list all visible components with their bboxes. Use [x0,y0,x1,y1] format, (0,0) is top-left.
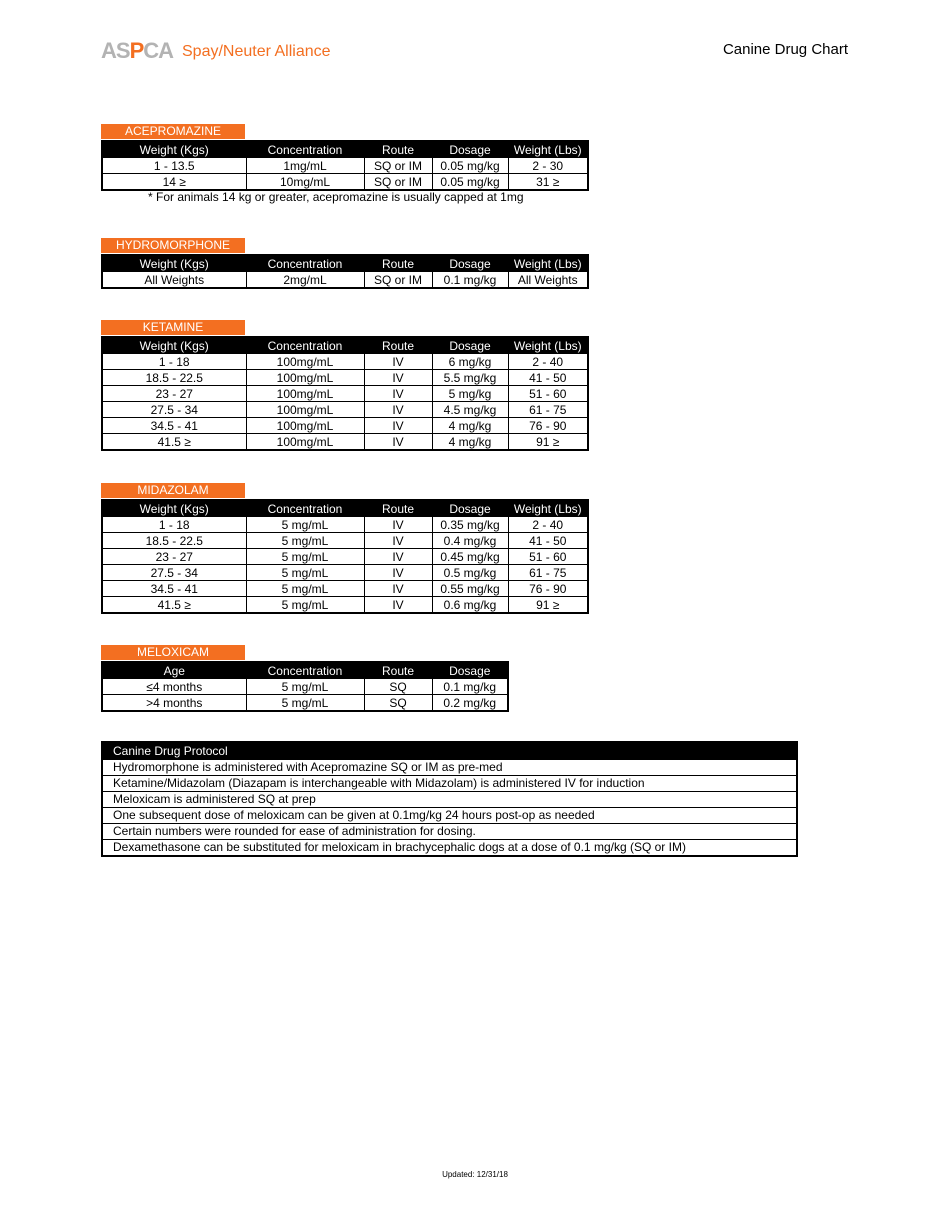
table-cell: 0.6 mg/kg [432,597,508,614]
protocol-item: One subsequent dose of meloxicam can be given at 0.1mg/kg 24 hours post-op as needed [103,807,796,823]
table-cell: 1 - 18 [102,517,246,533]
column-header: Age [102,662,246,679]
table-cell: 4 mg/kg [432,418,508,434]
table-row [102,533,588,549]
table-row [102,272,588,289]
table-cell: 18.5 - 22.5 [102,533,246,549]
protocol-item: Dexamethasone can be substituted for meloxicam in brachycephalic dogs at a dose of 0.1 mg/kg (SQ or IM) [103,839,796,855]
table-cell: 0.1 mg/kg [432,679,508,695]
column-header: Concentration [246,662,364,679]
column-header: Concentration [246,255,364,272]
table-cell: 5.5 mg/kg [432,370,508,386]
table-cell: 41.5 ≥ [102,434,246,451]
table-row [102,354,588,370]
table-cell: IV [364,434,432,451]
table-cell: 0.45 mg/kg [432,549,508,565]
table-row [102,679,508,695]
table-cell: IV [364,533,432,549]
protocol-item: Hydromorphone is administered with Acepromazine SQ or IM as pre-med [103,759,796,775]
table-cell: 51 - 60 [508,386,588,402]
table-row [102,418,588,434]
table-cell: SQ [364,695,432,712]
table-cell: IV [364,370,432,386]
table-cell: 5 mg/mL [246,533,364,549]
updated-date: Updated: 12/31/18 [442,1170,508,1179]
column-header: Route [364,255,432,272]
table-cell: 14 ≥ [102,174,246,191]
column-header: Dosage [432,500,508,517]
table-cell: SQ or IM [364,174,432,191]
table-cell: 0.5 mg/kg [432,565,508,581]
table-cell: IV [364,418,432,434]
section-title: MELOXICAM [101,645,245,660]
table-cell: 0.1 mg/kg [432,272,508,289]
table-header-row [102,141,588,158]
table-cell: All Weights [508,272,588,289]
hydromorphone-section [101,236,589,289]
table-cell: 51 - 60 [508,549,588,565]
protocol-item: Meloxicam is administered SQ at prep [103,791,796,807]
table-cell: 0.55 mg/kg [432,581,508,597]
table-row [102,386,588,402]
table-cell: 5 mg/mL [246,597,364,614]
column-header: Weight (Lbs) [508,500,588,517]
table-cell: IV [364,354,432,370]
table-cell: 0.4 mg/kg [432,533,508,549]
logo-alliance-text: Spay/Neuter Alliance [182,43,331,60]
column-header: Concentration [246,141,364,158]
table-cell: 91 ≥ [508,434,588,451]
column-header: Dosage [432,255,508,272]
drug-table [101,254,589,289]
table-row [102,402,588,418]
table-cell: SQ or IM [364,272,432,289]
section-title: KETAMINE [101,320,245,335]
acepromazine-section [101,122,589,191]
meloxicam-section [101,643,509,712]
table-cell: IV [364,597,432,614]
table-cell: 2 - 30 [508,158,588,174]
column-header: Route [364,662,432,679]
table-cell: 61 - 75 [508,402,588,418]
table-cell: 5 mg/mL [246,565,364,581]
table-cell: 6 mg/kg [432,354,508,370]
table-cell: IV [364,565,432,581]
table-cell: 1 - 13.5 [102,158,246,174]
table-cell: SQ [364,679,432,695]
acepromazine-note: * For animals 14 kg or greater, acepromazine is usually capped at 1mg [148,190,524,204]
table-cell: 2mg/mL [246,272,364,289]
table-cell: 0.05 mg/kg [432,158,508,174]
column-header: Weight (Lbs) [508,141,588,158]
table-cell: 1 - 18 [102,354,246,370]
table-cell: 100mg/mL [246,370,364,386]
table-row [102,174,588,191]
table-cell: 41 - 50 [508,370,588,386]
protocol-item: Certain numbers were rounded for ease of administration for dosing. [103,823,796,839]
table-cell: 0.35 mg/kg [432,517,508,533]
canine-drug-protocol [101,741,798,857]
column-header: Route [364,500,432,517]
table-cell: 76 - 90 [508,581,588,597]
table-cell: 34.5 - 41 [102,418,246,434]
table-cell: 61 - 75 [508,565,588,581]
column-header: Route [364,141,432,158]
column-header: Weight (Kgs) [102,141,246,158]
table-cell: 100mg/mL [246,386,364,402]
table-header-row [102,337,588,354]
table-cell: All Weights [102,272,246,289]
column-header: Weight (Kgs) [102,500,246,517]
table-cell: 18.5 - 22.5 [102,370,246,386]
table-cell: 31 ≥ [508,174,588,191]
section-title: MIDAZOLAM [101,483,245,498]
table-row [102,158,588,174]
table-cell: 2 - 40 [508,354,588,370]
drug-table [101,140,589,191]
table-cell: 100mg/mL [246,418,364,434]
table-cell: >4 months [102,695,246,712]
table-cell: 5 mg/mL [246,581,364,597]
column-header: Weight (Kgs) [102,337,246,354]
column-header: Dosage [432,141,508,158]
drug-table [101,336,589,451]
table-cell: IV [364,402,432,418]
section-title: HYDROMORPHONE [101,238,245,253]
section-title: ACEPROMAZINE [101,124,245,139]
table-row [102,434,588,451]
table-row [102,581,588,597]
drug-table [101,499,589,614]
column-header: Route [364,337,432,354]
table-cell: 1mg/mL [246,158,364,174]
table-cell: 0.05 mg/kg [432,174,508,191]
table-row [102,695,508,712]
table-cell: IV [364,386,432,402]
table-cell: 27.5 - 34 [102,565,246,581]
table-header-row [102,662,508,679]
table-cell: ≤4 months [102,679,246,695]
table-cell: 41.5 ≥ [102,597,246,614]
table-cell: 5 mg/kg [432,386,508,402]
table-cell: 100mg/mL [246,354,364,370]
midazolam-section [101,481,589,614]
table-cell: 5 mg/mL [246,695,364,712]
table-cell: 27.5 - 34 [102,402,246,418]
table-row [102,597,588,614]
table-cell: IV [364,581,432,597]
table-cell: 100mg/mL [246,402,364,418]
protocol-item: Ketamine/Midazolam (Diazapam is interchangeable with Midazolam) is administered IV for induction [103,775,796,791]
table-cell: 91 ≥ [508,597,588,614]
column-header: Weight (Lbs) [508,337,588,354]
protocol-title: Canine Drug Protocol [103,743,796,759]
table-cell: 4.5 mg/kg [432,402,508,418]
table-row [102,565,588,581]
table-cell: 23 - 27 [102,386,246,402]
table-cell: 23 - 27 [102,549,246,565]
table-cell: 34.5 - 41 [102,581,246,597]
table-cell: 100mg/mL [246,434,364,451]
table-cell: IV [364,549,432,565]
column-header: Dosage [432,337,508,354]
table-row [102,517,588,533]
table-cell: 41 - 50 [508,533,588,549]
ketamine-section [101,318,589,451]
column-header: Concentration [246,337,364,354]
table-cell: 5 mg/mL [246,549,364,565]
column-header: Weight (Kgs) [102,255,246,272]
drug-table [101,661,509,712]
table-row [102,549,588,565]
table-row [102,370,588,386]
table-cell: 10mg/mL [246,174,364,191]
table-cell: 4 mg/kg [432,434,508,451]
table-cell: 76 - 90 [508,418,588,434]
table-cell: IV [364,517,432,533]
column-header: Weight (Lbs) [508,255,588,272]
table-cell: 5 mg/mL [246,517,364,533]
table-cell: SQ or IM [364,158,432,174]
column-header: Concentration [246,500,364,517]
table-cell: 0.2 mg/kg [432,695,508,712]
table-header-row [102,255,588,272]
table-cell: 2 - 40 [508,517,588,533]
logo-wordmark: ASPCA [101,38,174,63]
table-header-row [102,500,588,517]
page-title: Canine Drug Chart [722,41,848,58]
table-cell: 5 mg/mL [246,679,364,695]
column-header: Dosage [432,662,508,679]
